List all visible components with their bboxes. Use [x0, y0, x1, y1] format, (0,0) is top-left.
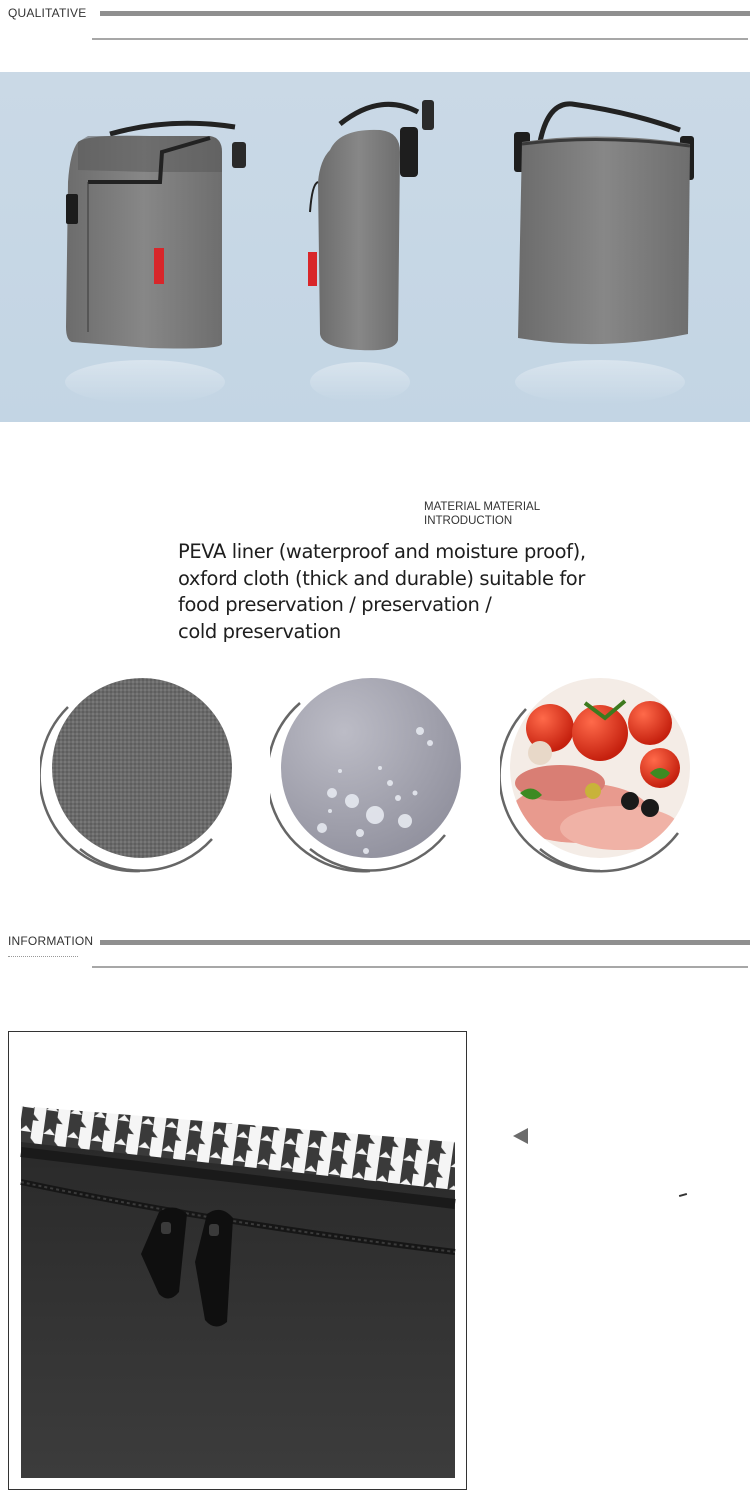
description-line: cold preservation — [178, 619, 341, 643]
material-description — [178, 539, 638, 645]
material-title: MATERIAL MATERIAL INTRODUCTION — [424, 501, 540, 527]
bag-back-view — [514, 104, 694, 404]
description-line: food preservation / preservation / — [178, 593, 492, 616]
sub-label-mark — [8, 956, 78, 958]
description-line: PEVA liner (waterproof and moisture proof), — [178, 540, 586, 563]
section-label: QUALITATIVE — [8, 6, 87, 20]
bag-front-view — [65, 123, 246, 404]
divider-thin — [92, 38, 748, 40]
section-label: INFORMATION — [8, 934, 94, 948]
section-header-information — [0, 934, 750, 974]
hero-product-image — [0, 72, 750, 422]
dash-mark — [679, 1193, 687, 1197]
swatch-food-preservation — [500, 673, 700, 873]
description-line: oxford cloth (thick and durable) suitable for — [178, 566, 585, 590]
brand-tag — [154, 248, 164, 284]
bag-side-view — [308, 100, 434, 402]
divider-thick — [100, 940, 750, 945]
divider-thick — [100, 11, 750, 16]
swatch-waterproof-liner — [270, 673, 470, 873]
triangle-left-icon — [513, 1128, 528, 1144]
divider-thin — [92, 966, 748, 968]
swatch-oxford-cloth — [40, 673, 240, 873]
section-header-qualitative — [0, 6, 750, 46]
zipper-detail-image — [8, 1031, 467, 1490]
